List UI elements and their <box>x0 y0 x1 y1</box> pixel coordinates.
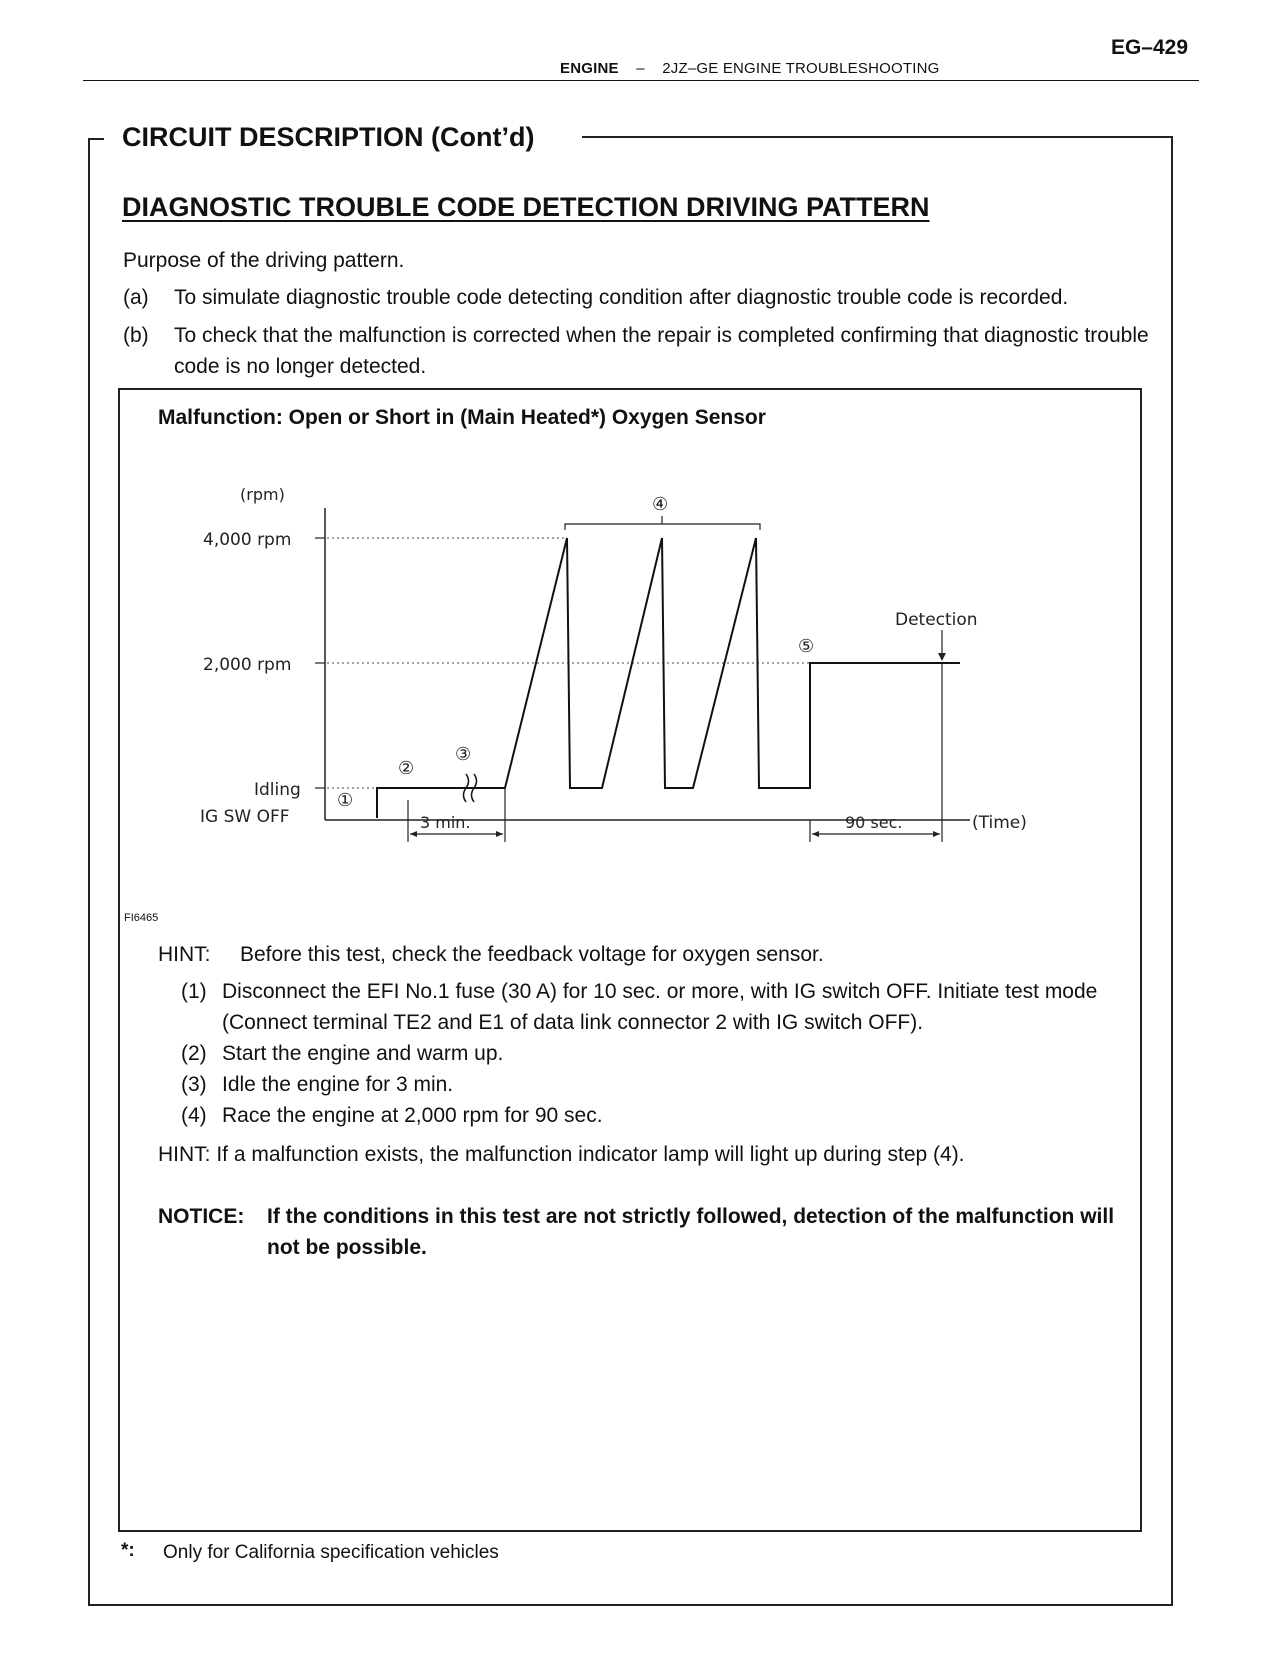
three-min-arrow-left <box>410 831 417 837</box>
detection-label: Detection <box>895 610 978 630</box>
y-level-label: IG SW OFF <box>200 807 290 827</box>
step-marker-5: ⑤ <box>798 636 815 657</box>
step-number: (2) <box>181 1042 207 1065</box>
purpose-item-text: To simulate diagnostic trouble code detecting condition after diagnostic trouble code is recorded. <box>174 286 1069 309</box>
notice-text: If the conditions in this test are not strictly followed, detection of the malfunction will not be possible. <box>267 1205 1115 1259</box>
ninety-sec-label: 90 sec. <box>845 813 903 832</box>
ninety-sec-arrow-left <box>812 831 819 837</box>
x-unit-label: (Time) <box>972 813 1027 833</box>
page-number: EG–429 <box>1110 36 1188 59</box>
step-number: (4) <box>181 1104 207 1127</box>
y-level-label: 4,000 rpm <box>203 530 292 550</box>
footnote <box>121 1540 499 1563</box>
step-number: (1) <box>181 980 207 1003</box>
step-marker-4: ④ <box>652 494 669 515</box>
three-min-label: 3 min. <box>420 813 471 832</box>
malfunction-label: Malfunction: Open or Short in (Main Heated*) Oxygen Sensor <box>158 406 766 429</box>
step-number: (3) <box>181 1073 207 1096</box>
y-level-label: 2,000 rpm <box>203 655 292 675</box>
figure-id: FI6465 <box>124 912 159 924</box>
detection-arrowhead <box>938 653 946 661</box>
frame-top-right <box>582 136 1173 138</box>
header-subsection: 2JZ–GE ENGINE TROUBLESHOOTING <box>662 60 940 77</box>
purpose-item-label: (b) <box>123 324 149 347</box>
hint-before-test <box>158 939 824 970</box>
running-header <box>560 60 939 77</box>
purpose-intro: Purpose of the driving pattern. <box>123 249 405 272</box>
step-text: Idle the engine for 3 min. <box>222 1073 454 1096</box>
y-unit-label: (rpm) <box>240 485 285 504</box>
racing-bracket <box>565 524 760 530</box>
header-separator: – <box>636 60 645 77</box>
hint-text: Before this test, check the feedback voltage for oxygen sensor. <box>240 943 824 966</box>
hint-malfunction-lamp: HINT: If a malfunction exists, the malfunction indicator lamp will light up during step (4). <box>158 1143 965 1166</box>
frame-right <box>1171 138 1173 1605</box>
section-title: CIRCUIT DESCRIPTION (Cont’d) <box>122 122 535 152</box>
rpm-trace <box>377 538 960 818</box>
notice-label: NOTICE: <box>158 1205 245 1228</box>
y-level-label: Idling <box>254 780 301 800</box>
footnote-mark: *: <box>121 1540 135 1561</box>
step-text: Disconnect the EFI No.1 fuse (30 A) for 10 sec. or more, with IG switch OFF. Initiate test mode (Connect terminal TE2 and E1 of data link connector 2 with IG switch OFF). <box>222 980 1098 1034</box>
footnote-text: Only for California specification vehicles <box>163 1542 499 1563</box>
three-min-arrow-right <box>496 831 503 837</box>
hint-label: HINT: <box>158 943 211 966</box>
step-text: Race the engine at 2,000 rpm for 90 sec. <box>222 1104 603 1127</box>
ninety-sec-arrow-right <box>933 831 940 837</box>
header-rule <box>83 80 1199 81</box>
header-section: ENGINE <box>560 60 619 77</box>
step-marker-3: ③ <box>455 744 472 765</box>
step-marker-1: ① <box>337 790 354 811</box>
frame-bottom <box>88 1604 1173 1606</box>
step-marker-2: ② <box>398 758 415 779</box>
frame-left <box>88 138 90 1605</box>
purpose-item-label: (a) <box>123 286 149 309</box>
driving-pattern-chart <box>130 470 1050 900</box>
step-text: Start the engine and warm up. <box>222 1042 504 1065</box>
frame-top-left <box>88 138 104 140</box>
purpose-item-text: To check that the malfunction is corrected when the repair is completed confirming that diagnostic trouble code is no longer detected. <box>174 324 1149 378</box>
pattern-title: DIAGNOSTIC TROUBLE CODE DETECTION DRIVING PATTERN <box>122 192 930 222</box>
